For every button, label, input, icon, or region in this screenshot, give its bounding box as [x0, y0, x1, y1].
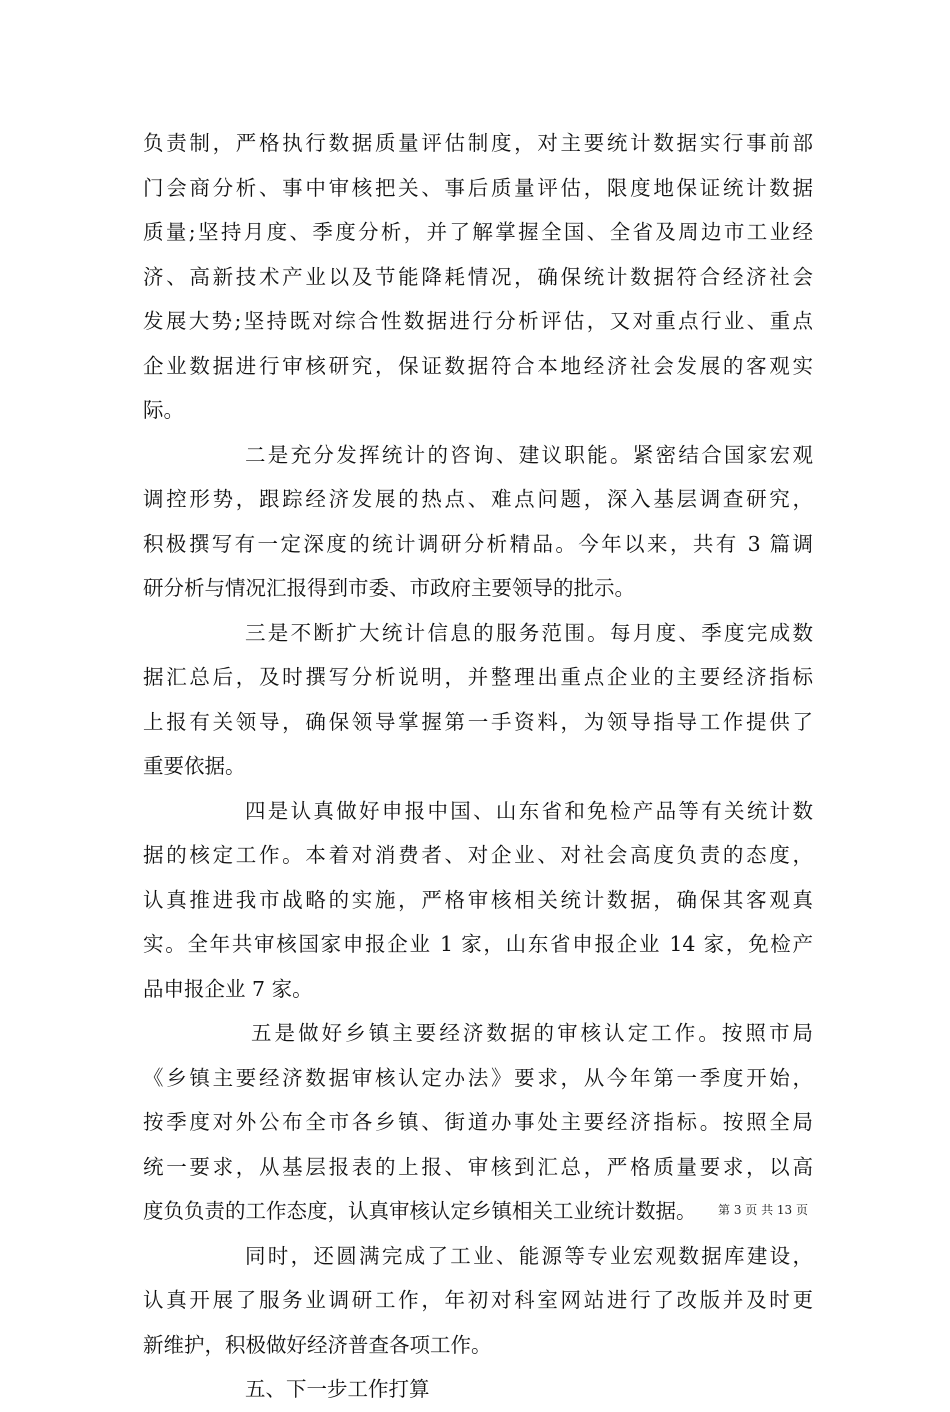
text-line: 调控形势，跟踪经济发展的热点、难点问题，深入基层调查研究，: [143, 487, 813, 511]
paragraph-start-line: 四是认真做好申报中国、山东省和免检产品等有关统计数: [245, 798, 813, 823]
text-line: 质量;坚持月度、季度分析，并了解掌握全国、全省及周边市工业经: [143, 220, 813, 244]
text-line: 发展大势;坚持既对综合性数据进行分析评估，又对重点行业、重点: [143, 309, 813, 333]
text-line: 品申报企业 7 家。: [143, 976, 313, 1001]
text-line: 积极撰写有一定深度的统计调研分析精品。今年以来，共有 3 篇调: [143, 531, 813, 556]
text-line: 负责制，严格执行数据质量评估制度，对主要统计数据实行事前部: [143, 131, 813, 155]
text-line: 统一要求，从基层报表的上报、审核到汇总，严格质量要求，以高: [143, 1154, 813, 1179]
text-line: 济、高新技术产业以及节能降耗情况，确保统计数据符合经济社会: [143, 264, 813, 289]
paragraph-start-line: 二是充分发挥统计的咨询、建议职能。紧密结合国家宏观: [245, 442, 813, 467]
paragraph-start-line: 五是做好乡镇主要经济数据的审核认定工作。按照市局: [251, 1021, 813, 1045]
text-line: 企业数据进行审核研究，保证数据符合本地经济社会发展的客观实: [143, 353, 813, 378]
page-number: 第 3 页 共 13 页: [718, 1203, 808, 1217]
text-line: 新维护，积极做好经济普查各项工作。: [143, 1332, 492, 1357]
text-line: 度负负责的工作态度，认真审核认定乡镇相关工业统计数据。: [143, 1199, 697, 1223]
text-line: 研分析与情况汇报得到市委、市政府主要领导的批示。: [143, 576, 635, 600]
text-line: 重要依据。: [143, 754, 246, 778]
text-line: 据汇总后，及时撰写分析说明，并整理出重点企业的主要经济指标: [143, 665, 813, 689]
text-line: 《乡镇主要经济数据审核认定办法》要求，从今年第一季度开始，: [143, 1065, 813, 1090]
text-line: 认真推进我市战略的实施，严格审核相关统计数据，确保其客观真: [143, 887, 813, 912]
text-line: 按季度对外公布全市各乡镇、街道办事处主要经济指标。按照全局: [143, 1110, 813, 1134]
paragraph-start-line: 三是不断扩大统计信息的服务范围。每月度、季度完成数: [245, 620, 813, 645]
text-line: 实。全年共审核国家申报企业 1 家，山东省申报企业 14 家，免检产: [143, 932, 813, 956]
text-line: 据的核定工作。本着对消费者、对企业、对社会高度负责的态度，: [143, 843, 813, 867]
document-body: [143, 121, 813, 1412]
paragraph-start-line: 同时，还圆满完成了工业、能源等专业宏观数据库建设，: [245, 1243, 813, 1268]
section-heading: 五、下一步工作打算: [245, 1377, 430, 1401]
text-line: 门会商分析、事中审核把关、事后质量评估，限度地保证统计数据: [143, 175, 813, 200]
text-line: 际。: [143, 398, 184, 422]
text-line: 认真开展了服务业调研工作，年初对科室网站进行了改版并及时更: [143, 1288, 813, 1312]
text-line: 上报有关领导，确保领导掌握第一手资料，为领导指导工作提供了: [143, 709, 813, 734]
